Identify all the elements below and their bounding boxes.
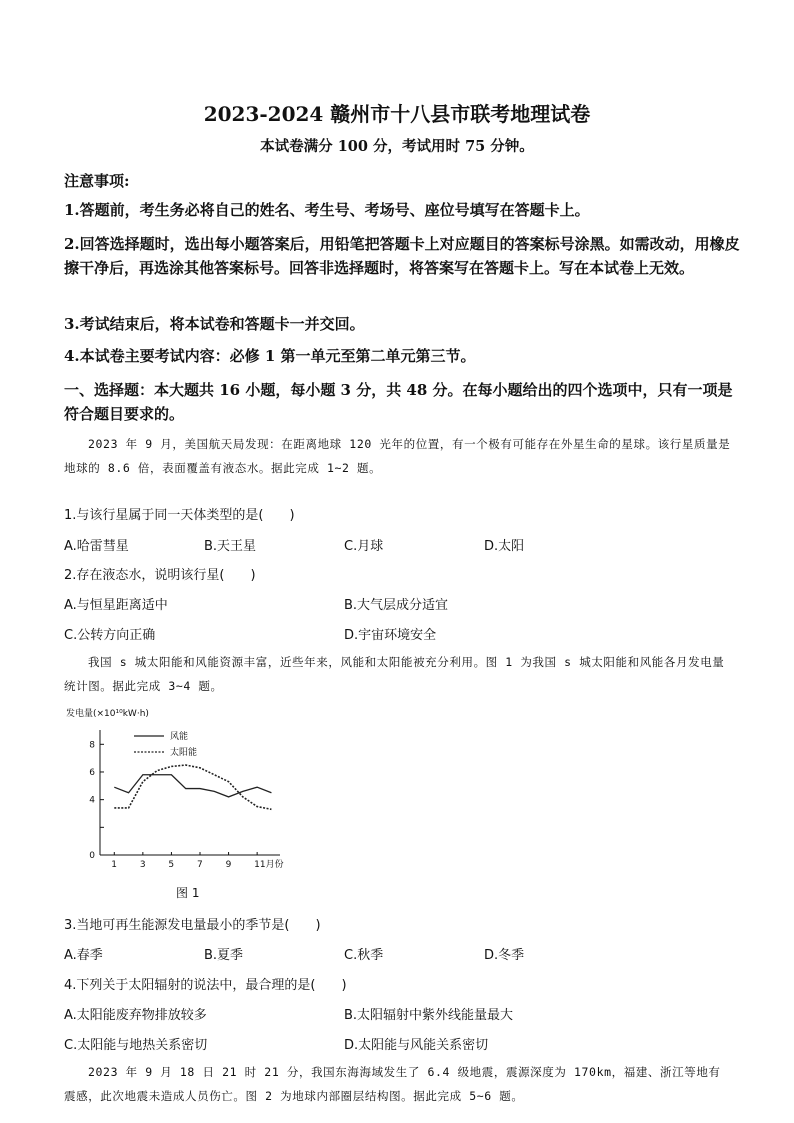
x-tick-label: 7 bbox=[197, 860, 203, 870]
notice-heading: 注意事项: bbox=[64, 172, 130, 190]
legend-label: 太阳能 bbox=[170, 748, 198, 758]
figure-1-chart bbox=[60, 702, 300, 872]
q1-option-d: D.太阳 bbox=[484, 539, 525, 554]
q3-option-c: C.秋季 bbox=[344, 948, 384, 963]
question-1-stem: 1.与该行星属于同一天体类型的是( ) bbox=[64, 508, 295, 523]
chart-ylabel: 发电量(×10¹⁰kW·h) bbox=[66, 709, 149, 719]
q3-option-a: A.春季 bbox=[64, 948, 103, 963]
y-tick-label: 6 bbox=[89, 767, 95, 778]
y-tick-label: 4 bbox=[89, 795, 95, 806]
q2-option-a: A.与恒星距离适中 bbox=[64, 598, 168, 613]
material-2: 我国 s 城太阳能和风能资源丰富，近些年来，风能和太阳能被充分利用。图 1 为我国 s 城太阳能和风能各月发电量统计图。据此完成 3~4 题。 bbox=[64, 655, 725, 693]
y-tick-label: 8 bbox=[89, 740, 95, 751]
x-tick-label: 5 bbox=[168, 860, 175, 870]
question-2-stem: 2.存在液态水，说明该行星( ) bbox=[64, 568, 256, 583]
notice-item-3: 3.考试结束后，将本试卷和答题卡一并交回。 bbox=[64, 315, 365, 333]
q1-option-a: A.哈雷彗星 bbox=[64, 539, 129, 554]
notice-item-1: 1.答题前，考生务必将自己的姓名、考生号、考场号、座位号填写在答题卡上。 bbox=[64, 201, 590, 219]
series-line-solar bbox=[114, 765, 271, 809]
x-tick-label: 11月份 bbox=[254, 860, 284, 870]
material-1: 2023 年 9 月，美国航天局发现：在距离地球 120 光年的位置，有一个极有可能存在外星生命的星球。该行星质量是地球的 8.6 倍，表面覆盖有液态水。据此完成 1~2 题。 bbox=[64, 437, 731, 475]
x-tick-label: 9 bbox=[225, 860, 232, 870]
q1-option-c: C.月球 bbox=[344, 539, 384, 554]
x-tick-label: 3 bbox=[139, 860, 146, 870]
material-3: 2023 年 9 月 18 日 21 时 21 分，我国东海海域发生了 6.4 级地震，震源深度为 170km，福建、浙江等地有震感，此次地震未造成人员伤亡。图 2 为地球内部圈层结构图。据此完成 5~6 题。 bbox=[64, 1065, 721, 1103]
q3-option-b: B.夏季 bbox=[204, 948, 244, 963]
section-1-heading: 一、选择题：本大题共 16 小题，每小题 3 分，共 48 分。在每小题给出的四个选项中，只有一项是符合题目要求的。 bbox=[64, 381, 733, 423]
x-tick-label: 1 bbox=[111, 860, 118, 870]
q4-option-a: A.太阳能废弃物排放较多 bbox=[64, 1008, 207, 1023]
question-3-stem: 3.当地可再生能源发电量最小的季节是( ) bbox=[64, 918, 321, 933]
notice-item-4: 4.本试卷主要考试内容：必修 1 第一单元至第二单元第三节。 bbox=[64, 347, 476, 365]
q4-option-b: B.太阳辐射中紫外线能量最大 bbox=[344, 1008, 514, 1023]
series-line-wind bbox=[114, 775, 271, 797]
question-4-stem: 4.下列关于太阳辐射的说法中，最合理的是( ) bbox=[64, 978, 347, 993]
q2-option-c: C.公转方向正确 bbox=[64, 628, 156, 643]
q2-option-d: D.宇宙环境安全 bbox=[344, 628, 437, 643]
q4-option-c: C.太阳能与地热关系密切 bbox=[64, 1038, 208, 1053]
exam-subtitle: 本试卷满分 100 分，考试用时 75 分钟。 bbox=[260, 138, 534, 155]
page-title: 2023-2024 赣州市十八县市联考地理试卷 bbox=[203, 102, 591, 126]
q3-option-d: D.冬季 bbox=[484, 948, 525, 963]
legend-label: 风能 bbox=[170, 732, 189, 742]
notice-item-2: 2.回答选择题时，选出每小题答案后，用铅笔把答题卡上对应题目的答案标号涂黑。如需改动，用橡皮擦干净后，再选涂其他答案标号。回答非选择题时，将答案写在答题卡上。写在本试卷上无效。 bbox=[64, 235, 740, 277]
q4-option-d: D.太阳能与风能关系密切 bbox=[344, 1038, 489, 1053]
y-tick-label: 0 bbox=[89, 851, 95, 861]
q2-option-b: B.大气层成分适宜 bbox=[344, 598, 449, 613]
figure-1-caption: 图 1 bbox=[176, 886, 200, 900]
q1-option-b: B.天王星 bbox=[204, 539, 257, 554]
